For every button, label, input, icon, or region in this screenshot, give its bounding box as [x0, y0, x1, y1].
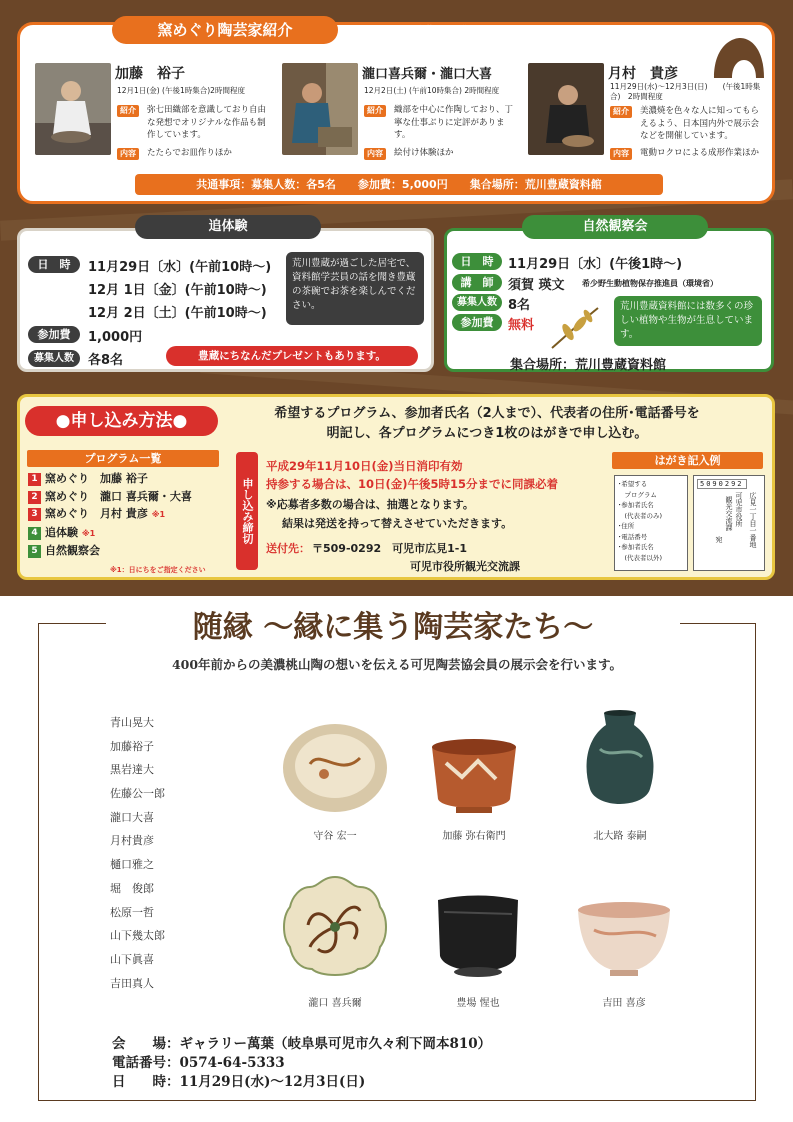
artist-content: 絵付け体験ほか: [394, 148, 454, 158]
pottery-plate-image: [280, 718, 390, 816]
member-name: 吉田真人: [110, 976, 154, 990]
exhibit-frame-rule-left: [38, 623, 106, 624]
work-artist-label: 豊場 惺也: [456, 998, 500, 1009]
intro-tag: 紹介: [610, 106, 632, 118]
apply-title: ●申し込み方法●: [25, 406, 218, 436]
exhibit-subtitle: 400年前からの美濃桃山陶の想いを伝える可児陶芸協会員の展示会を行います。: [171, 657, 623, 672]
artist-photo-takiguchi: [282, 63, 358, 155]
artist-schedule: 11月29日(水)～12月3日(日) (午後1時集合) 2時間程度: [610, 82, 761, 101]
list-item: [28, 524, 228, 543]
pottery-white-bowl-image: [574, 900, 674, 984]
phone-value: 0574-64-5333: [179, 1055, 285, 1071]
pottery-black-bowl-image: [432, 892, 524, 984]
program-text: 窯めぐり 加藤 裕子: [45, 472, 148, 485]
artist-intro: 織部を中心に作陶しており、丁寧な仕事ぶりに定評があります。: [394, 105, 514, 140]
lottery-text: 結果は発送を持って替えさせていただきます。: [282, 517, 513, 530]
oitaiken-date: 12月 2日〔土〕(午前10時～): [88, 306, 267, 321]
bowl-logo-icon: [712, 36, 766, 80]
phone-label: 電話番号：: [112, 1055, 180, 1071]
artist-name: 加藤 裕子: [115, 66, 185, 82]
program-mark: ※1: [151, 510, 166, 519]
content-tag: 内容: [364, 148, 386, 160]
artist-intro: 弥七田織部を意識しており自由な発想でオリジナルな作品も制作しています。: [147, 105, 267, 140]
postcard-line: プログラム: [618, 490, 657, 499]
apply-instruction: 明記し、各プログラムにつき1枚のはがきで申し込む。: [326, 426, 648, 441]
list-item: [28, 470, 228, 488]
postcard-front: [693, 475, 765, 571]
postcard-title: はがき記入例: [612, 452, 763, 469]
nature-place: 集合場所：荒川豊蔵資料館: [510, 358, 667, 373]
oitaiken-title: 追体験: [135, 215, 321, 239]
list-item: [28, 542, 228, 560]
count-tag: 募集人数: [452, 294, 502, 311]
nature-note: 荒川豊蔵資料館には数多くの珍しい植物や生物が生息しています。: [614, 296, 762, 346]
date-tag: 日 時: [28, 256, 80, 273]
member-name: 山下幾太郎: [110, 929, 165, 943]
pottery-jar-image: [580, 709, 660, 819]
send-address: 〒509-0292 可児市広見1-1: [312, 542, 468, 555]
postcard-line: ･希望する: [618, 480, 648, 488]
oitaiken-date: 12月 1日〔金〕(午前10時～): [88, 283, 267, 298]
artist-schedule: 12月2日(土) (午前10時集合) 2時間程度: [364, 86, 500, 95]
program-text: 窯めぐり 月村 貴彦: [45, 507, 148, 520]
leaf-icon: [548, 302, 604, 350]
postcard-address: 可児市役所: [735, 492, 743, 527]
oitaiken-date: 11月29日〔水〕(午前10時～): [88, 260, 272, 275]
postcard-address: 広見一丁目一番地: [749, 492, 757, 548]
artist-photo-kato: [35, 63, 111, 155]
program-text: 窯めぐり 瀧口 喜兵爾・大喜: [45, 489, 192, 503]
work-artist-label: 吉田 喜彦: [602, 998, 646, 1009]
member-name: 佐藤公一郎: [110, 787, 165, 801]
work-artist-label: 北大路 泰嗣: [593, 831, 647, 842]
postcard-line: (代表者以外): [618, 553, 663, 562]
nature-fee: 無料: [508, 318, 535, 333]
count-tag: 募集人数: [28, 350, 80, 367]
member-name: 松原一哲: [110, 905, 154, 919]
member-name: 山下眞喜: [110, 952, 154, 966]
list-item: [28, 505, 228, 524]
phone-row: [112, 1054, 491, 1073]
send-label: 送付先：: [266, 542, 310, 555]
postcard-line: ･電話番号: [618, 532, 648, 541]
oitaiken-fee: 1,000円: [88, 330, 143, 345]
content-tag: 内容: [610, 148, 632, 160]
venue-row: [112, 1035, 491, 1054]
artist-name: 瀧口喜兵爾・瀧口大喜: [362, 67, 493, 82]
date-row: [112, 1073, 491, 1092]
date-tag: 日 時: [452, 253, 502, 270]
postcard-line: ･参加者氏名: [618, 501, 654, 509]
lottery-text: ※応募者多数の場合は、抽選となります。: [266, 498, 474, 511]
list-item: [28, 488, 228, 506]
artist-name: 月村 貴彦: [608, 66, 678, 82]
postcard-back: [614, 475, 688, 571]
content-tag: 内容: [117, 148, 139, 160]
member-name: 樋口雅之: [110, 858, 154, 872]
work-artist-label: 守谷 宏一: [313, 831, 357, 842]
program-list: [28, 470, 228, 560]
artist-intro: 美濃焼を色々な人に知ってもらえるよう、日本国内外で展示会などを開催しています。: [640, 106, 760, 141]
intro-tag: 紹介: [364, 105, 386, 117]
member-name: 青山晃大: [110, 716, 154, 729]
postcard-line: (代表者のみ): [618, 511, 663, 520]
postcard-line: ･住所: [618, 522, 635, 530]
program-list-title: プログラム一覧: [27, 450, 219, 467]
artist-content: たたらでお皿作りほか: [147, 148, 232, 158]
program-text: 自然観察会: [45, 544, 100, 557]
deadline-label: 申し込み締切: [236, 452, 258, 570]
nature-date: 11月29日〔水〕(午後1時～): [508, 257, 683, 272]
postcard-address: 観光交流課: [725, 496, 733, 531]
kiln-tour-subtitle: 可児市で活躍する陶芸家の製作現場を巡ることが出来ます。: [344, 26, 587, 36]
nature-count: 8名: [508, 298, 531, 313]
pottery-bowl-image: [426, 733, 522, 817]
member-name: 堀 俊郎: [110, 881, 154, 895]
deadline-text: 平成29年11月10日(金)当日消印有効: [266, 459, 463, 473]
nature-lecturer: 須賀 瑛文: [508, 278, 565, 293]
member-name: 加藤裕子: [110, 739, 154, 753]
date-value: 11月29日(水)～12月3日(日): [179, 1074, 366, 1090]
present-banner: 豊蔵にちなんだプレゼントもあります。: [166, 346, 418, 366]
artist-schedule: 12月1日(金) (午後1時集合)2時間程度: [117, 86, 245, 95]
pottery-flower-plate-image: [280, 875, 390, 980]
postcard-zip: 5090292: [697, 479, 747, 489]
nature-title: 自然観察会: [522, 215, 708, 239]
member-name: 黒岩達大: [110, 763, 154, 777]
oitaiken-count: 各8名: [88, 353, 124, 368]
program-number: 3: [28, 508, 41, 521]
artist-content: 電動ロクロによる成形作業ほか: [640, 148, 760, 158]
program-number: 5: [28, 545, 41, 558]
venue-value: ギャラリー萬葉（岐阜県可児市久々利下岡本810）: [179, 1036, 492, 1052]
exhibit-title: 随縁 ～縁に集う陶芸家たち～: [106, 602, 680, 646]
oitaiken-note: 荒川豊蔵が過ごした居宅で、資料館学芸員の話を聞き豊蔵の茶碗でお茶を楽しんでください。: [286, 252, 424, 325]
program-number: 4: [28, 527, 41, 540]
send-address: 可児市役所観光交流課: [410, 560, 520, 573]
work-artist-label: 加藤 弥右衛門: [442, 831, 506, 842]
artist-photo-tsukimura: [528, 63, 604, 155]
work-artist-label: 瀧口 喜兵爾: [308, 998, 362, 1009]
fee-tag: 参加費: [452, 314, 502, 331]
program-text: 追体験: [45, 525, 78, 539]
exhibit-frame-rule-right: [680, 623, 756, 624]
member-name: 瀧口大喜: [110, 810, 154, 824]
kiln-tour-title: 窯めぐり陶芸家紹介: [112, 16, 338, 44]
lecturer-role: 希少野生動植物保存推進員（環境省）: [582, 279, 718, 288]
postcard-address: 宛: [715, 536, 723, 543]
intro-tag: 紹介: [117, 105, 139, 117]
program-number: 1: [28, 473, 41, 486]
venue-info: [112, 1035, 491, 1092]
lecturer-tag: 講 師: [452, 274, 502, 291]
date-label: 日 時：: [112, 1074, 180, 1090]
program-number: 2: [28, 491, 41, 504]
postcard-line: ･参加者氏名: [618, 543, 654, 551]
venue-label: 会 場：: [112, 1036, 180, 1052]
member-list: [110, 714, 200, 998]
fee-tag: 参加費: [28, 326, 80, 343]
common-info-bar: 共通事項：募集人数：各5名 参加費：5,000円 集合場所：荒川豊蔵資料館: [135, 174, 663, 195]
program-mark: ※1: [81, 528, 96, 538]
apply-instruction: 希望するプログラム、参加者氏名（2人まで）、代表者の住所･電話番号を: [274, 406, 700, 421]
member-name: 月村貴彦: [110, 834, 154, 848]
program-list-note: ※1：日にちをご指定ください: [110, 566, 206, 574]
deadline-text: 持参する場合は、10日(金)午後5時15分までに同課必着: [266, 477, 559, 491]
